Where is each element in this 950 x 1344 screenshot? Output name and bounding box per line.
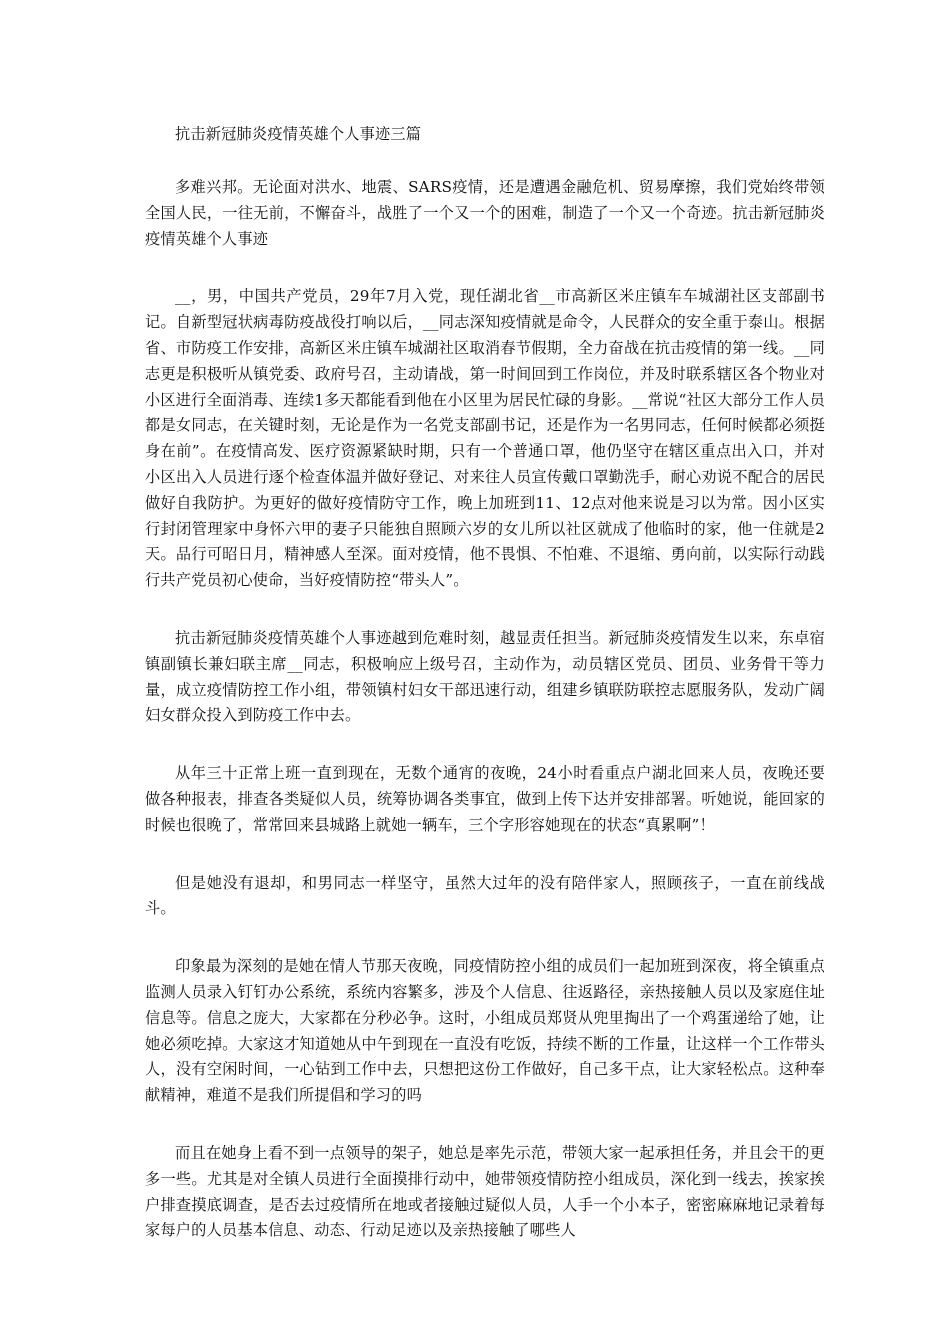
document-page [145, 122, 825, 1244]
document-title: 抗击新冠肺炎疫情英雄个人事迹三篇 [175, 125, 422, 143]
paragraph-6: 印象最为深刻的是她在情人节那天夜晚，同疫情防控小组的成员们一起加班到深夜，将全镇重点监测人员录入钉钉办公系统，系统内容繁多，涉及个人信息、往返路径，亲热接触人员以及家庭住址信息等。信息之庞大，大家都在分秒必争。这时，小组成员郑贤从兜里掏出了一个鸡蛋递给了她，让她必须吃掉。大家这才知道她从中午到现在一直没有吃饭，持续不断的工作量，让这样一个工作带头人，没有空闲时间，一心钻到工作中去，只想把这份工作做好，自己多干点，让大家轻松点。这种奉献精神，难道不是我们所提倡和学习的吗 [145, 957, 825, 1105]
paragraph-7: 而且在她身上看不到一点领导的架子，她总是率先示范，带领大家一起承担任务，并且会干的更多一些。尤其是对全镇人员进行全面摸排行动中，她带领疫情防控小组成员，深化到一线去，挨家挨户排查摸底调查，是否去过疫情所在地或者接触过疑似人员，人手一个小本子，密密麻麻地记录着每家每户的人员基本信息、动态、行动足迹以及亲热接触了哪些人 [145, 1143, 825, 1240]
paragraph-1: 多难兴邦。无论面对洪水、地震、SARS疫情，还是遭遇金融危机、贸易摩擦，我们党始终带领全国人民，一往无前，不懈奋斗，战胜了一个又一个的困难，制造了一个又一个奇迹。抗击新冠肺炎疫情英雄个人事迹 [145, 178, 825, 248]
paragraph-4: 从年三十正常上班一直到现在，无数个通宵的夜晚，24小时看重点户湖北回来人员，夜晚还要做各种报表，排查各类疑似人员，统筹协调各类事宜，做到上传下达并安排部署。听她说，能回家的时候也很晚了，常常回来县城路上就她一辆车，三个字形容她现在的状态“真累啊”！ [145, 764, 825, 834]
paragraph-2: __，男，中国共产党员，29年7月入党，现任湖北省__市高新区米庄镇车车城湖社区支部副书记。自新型冠状病毒防疫战役打响以后，__同志深知疫情就是命令，人民群众的安全重于泰山。根据省、市防疫工作安排，高新区米庄镇车城湖社区取消春节假期，全力奋战在抗击疫情的第一线。__同志更是积极听从镇党委、政府号召，主动请战，第一时间回到工作岗位，并及时联系辖区各个物业对小区进行全面消毒、连续1多天都能看到他在小区里为居民忙碌的身影。__常说“社区大部分工作人员都是女同志，在关键时刻，无论是作为一名党支部副书记，还是作为一名男同志，任何时候都必须挺身在前”。在疫情高发、医疗资源紧缺时期，只有一个普通口罩，他仍坚守在辖区重点出入口，并对小区出入人员进行逐个检查体温并做好登记、对来往人员宣传戴口罩勤洗手，耐心劝说不配合的居民做好自我防护。为更好的做好疫情防守工作，晚上加班到11、12点对他来说是习以为常。因小区实行封闭管理家中身怀六甲的妻子只能独自照顾六岁的女儿所以社区就成了他临时的家，他一住就是2天。品行可昭日月，精神感人至深。面对疫情，他不畏惧、不怕难、不退缩、勇向前，以实际行动践行共产党员初心使命，当好疫情防控“带头人”。 [145, 287, 825, 590]
paragraph-5: 但是她没有退却，和男同志一样坚守，虽然大过年的没有陪伴家人，照顾孩子，一直在前线战斗。 [145, 873, 825, 918]
paragraph-3: 抗击新冠肺炎疫情英雄个人事迹越到危难时刻，越显责任担当。新冠肺炎疫情发生以来，东卓宿镇副镇长兼妇联主席__同志，积极响应上级号召，主动作为，动员辖区党员、团员、业务骨干等力量，成立疫情防控工作小组，带领镇村妇女干部迅速行动，组建乡镇联防联控志愿服务队，发动广阔妇女群众投入到防疫工作中去。 [145, 628, 825, 725]
